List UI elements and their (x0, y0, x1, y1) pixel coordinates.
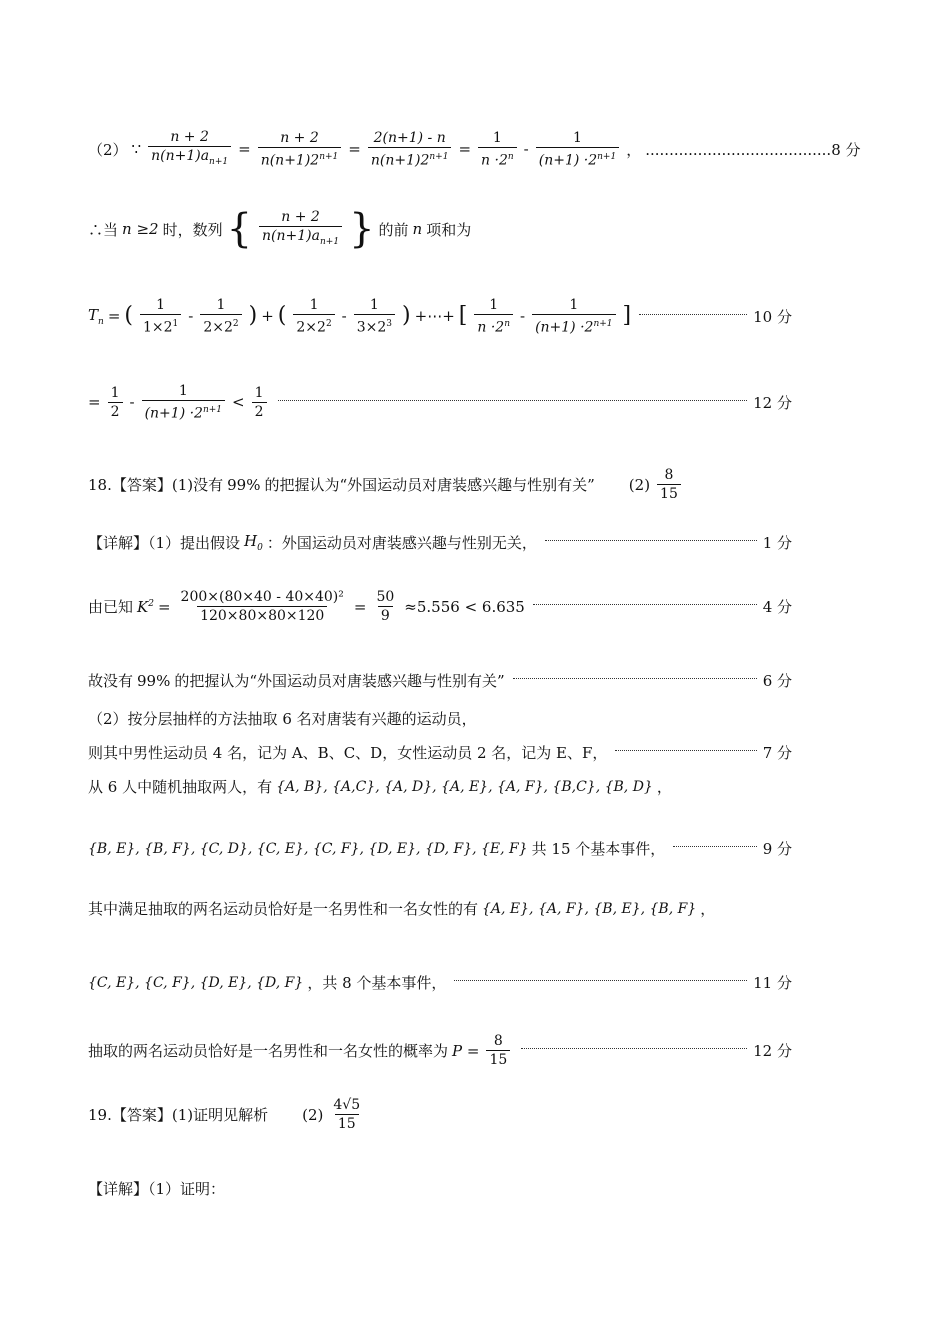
therefore-mid: 时，数列 (162, 220, 223, 239)
therefore-after: 的前 (378, 220, 409, 239)
frac-term-d: $\frac{1}{n \cdot 2^n}$ (478, 129, 517, 170)
part2-label: （2） (88, 140, 128, 159)
q18-p2-line6: {C, E}, {C, F}, {D, E}, {D, F} ，共 8 个基本事件， 11 分 (88, 974, 792, 992)
sequence-term: $\frac{n + 2}{n(n+1)a_{n+1}}$ (259, 208, 342, 251)
therefore-prefix: ∴当 (88, 220, 119, 239)
q18-prob-line: 抽取的两名运动员恰好是一名男性和一名女性的概率为 P = $\frac{8}{15}$ 12 分 (88, 1033, 792, 1068)
q18-ans-frac: $\frac{8}{15}$ (657, 466, 681, 503)
q19-part2: (2) (302, 1105, 324, 1124)
score-12b: 12 分 (753, 1042, 792, 1060)
q19-head: 19.【答案】(1)证明见解析 (88, 1106, 269, 1124)
q19-detail: 【详解】（1）证明： (88, 1180, 226, 1198)
part2-line: （2） ∵ $\frac{n + 2}{n(n+1)a_{n+1}}$ = $\frac{n + 2}{n(n+1)2^{n+1}}$ = $\frac{2(n+1) - n}{n(n+1)2^{n+1}}$ = $\frac{1}{n \cdot 2^n}$ - $\frac{1}{(n+1) \cdot 2^{n+1}}$ ， .......................................8 分 (88, 128, 792, 171)
therefore-line: ∴当 n ≥2 时，数列 { $\frac{n + 2}{n(n+1)a_{n+1}}$ } 的前 n 项和为 (88, 206, 472, 253)
tn-lt: < (232, 393, 245, 412)
score-11: 11 分 (753, 974, 792, 992)
q18-pct: 99% (227, 475, 261, 494)
q18-k2: $K^2$ (137, 597, 154, 616)
q18-h0: $H_0$ (244, 532, 263, 553)
q18-known: 由已知 (88, 598, 134, 616)
q18-prob-frac: $\frac{8}{15}$ (486, 1032, 510, 1069)
frac-term-a: $\frac{n + 2}{n(n+1)a_{n+1}}$ (148, 128, 231, 171)
tn-line: $T_n$ = ( $\frac{1}{1\times 2^1}$ - $\frac{1}{2\times 2^2}$ ) + ( $\frac{1}{2\times 2^2}$ - $\frac{1}{3\times 2^3}$ ) +⋯+ [ $\frac{1}{n \cdot 2^n}$ - $\frac{1}{(n+1) \cdot 2^{n+1}}$ ] 10 分 (88, 297, 792, 336)
q18-p2-line5: 其中满足抽取的两名运动员恰好是一名男性和一名女性的有 {A, E}, {A, F}, {B, E}, {B, F} ， (88, 900, 716, 918)
q19-answer (88, 1096, 792, 1133)
q18-conclusion-b: 的把握认为“外国运动员对唐装感兴趣与性别有关” (174, 672, 505, 690)
q18-k2-frac: $\frac{50}{9}$ (376, 589, 395, 624)
q18-k2-line: 由已知 $K^2$ = $\frac{\text{200×(80×40 - 40×40)²}}{120\times 80\times 80\times 120}$ = $\frac{50}{9}$ ≈5.556 < 6.635 4 分 (88, 589, 792, 624)
q18-detail1 (88, 532, 792, 553)
frac-term-b: $\frac{n + 2}{n(n+1)2^{n+1}}$ (258, 129, 342, 170)
q18-tail: 的把握认为“外国运动员对唐装感兴趣与性别有关” (264, 476, 595, 494)
therefore-suffix: 项和为 (426, 220, 472, 239)
q18-k2-result: ≈5.556 < 6.635 (404, 597, 525, 616)
therefore-n: n (412, 220, 423, 239)
q19-ans-frac: $\frac{4√5}{15}$ (333, 1097, 361, 1132)
score-4: 4 分 (762, 598, 792, 616)
score-9: 9 分 (762, 840, 792, 858)
q18-sets3: {A, E}, {A, F}, {B, E}, {B, F} (482, 900, 697, 917)
score-1: 1 分 (762, 534, 792, 552)
q18-part2: (2) (628, 475, 651, 494)
q18-k2-expr: $\frac{\text{200×(80×40 - 40×40)²}}{120\times 80\times 80\times 120}$ (180, 589, 344, 624)
q18-p2-line2: 则其中男性运动员 4 名，记为 A、B、C、D，女性运动员 2 名，记为 E、F， 7 分 (88, 744, 792, 762)
q18-head: 18.【答案】(1)没有 (88, 476, 224, 494)
q18-conclusion-a: 故没有 (88, 672, 134, 690)
therefore-cond: n ≥2 (122, 220, 159, 239)
q18-p2-line4: {B, E}, {B, F}, {C, D}, {C, E}, {C, F}, {D, E}, {D, F}, {E, F} 共 15 个基本事件， 9 分 (88, 840, 792, 858)
q18-answer (88, 466, 792, 503)
frac-term-c: $\frac{2(n+1) - n}{n(n+1)2^{n+1}}$ (368, 129, 452, 170)
q18-p2-line1: （2）按分层抽样的方法抽取 6 名对唐装有兴趣的运动员， (88, 710, 477, 728)
q18-p2-line3: 从 6 人中随机抽取两人，有 {A, B}, {A,C}, {A, D}, {A, E}, {A, F}, {B,C}, {B, D} ， (88, 778, 672, 796)
score-6: 6 分 (762, 672, 792, 690)
q18-sets1: {A, B}, {A,C}, {A, D}, {A, E}, {A, F}, {B,C}, {B, D} (276, 778, 653, 795)
q18-conclusion-pct: 99% (137, 671, 171, 690)
q18-conclusion (88, 670, 792, 691)
because-symbol: ∵ (131, 140, 142, 159)
q18-detail-prefix: 【详解】（1）提出假设 (88, 534, 241, 552)
score-10: 10 分 (753, 307, 792, 326)
tn-ellipsis: +⋯+ (414, 307, 455, 326)
score-12a: 12 分 (753, 393, 792, 412)
frac-term-e: $\frac{1}{(n+1) \cdot 2^{n+1}}$ (536, 129, 619, 170)
q18-detail-text: ：外国运动员对唐装感兴趣与性别无关， (266, 534, 537, 552)
tn-lhs: $T_n$ (88, 305, 104, 327)
score-7: 7 分 (762, 744, 792, 762)
q18-sets2: {B, E}, {B, F}, {C, D}, {C, E}, {C, F}, {D, E}, {D, F}, {E, F} (88, 840, 528, 857)
score-8: .......................................8 分 (645, 140, 861, 159)
tn-result-line: = $\frac{1}{2}$ - $\frac{1}{(n+1) \cdot 2^{n+1}}$ < $\frac{1}{2}$ 12 分 (88, 383, 792, 422)
q18-sets4: {C, E}, {C, F}, {D, E}, {D, F} (88, 974, 304, 991)
